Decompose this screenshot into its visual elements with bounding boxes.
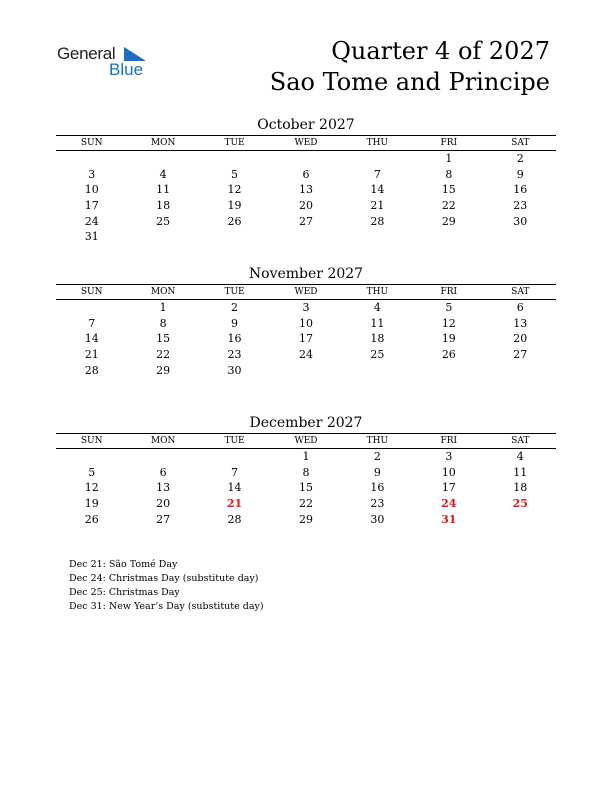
day-cell: 29 [441,214,456,228]
day-cell: 3 [445,450,453,464]
day-cell: 13 [513,316,528,330]
weekday-sun: SUN [56,434,127,449]
empty-day-cell [413,229,484,245]
empty-day-cell [199,449,270,465]
day-cell: 30 [513,214,528,228]
day-cell: 25 [156,214,171,228]
triangle-logo-icon [124,47,146,61]
weekday-sat: SAT [485,136,556,151]
weekday-wed: WED [270,136,341,151]
day-cell: 24 [84,214,99,228]
holiday-item: Dec 31: New Year’s Day (substitute day) [69,601,264,612]
day-cell: 5 [88,465,96,479]
day-cell: 21 [84,348,99,362]
day-cell: 11 [513,465,528,479]
day-cell: 15 [441,183,456,197]
weekday-header [56,434,556,449]
day-cell: 19 [227,199,242,213]
empty-day-cell [270,151,341,167]
day-cell: 20 [298,199,313,213]
empty-day-cell [127,449,198,465]
day-cell: 2 [516,152,524,166]
day-cell: 18 [513,481,528,495]
day-cell: 8 [445,167,453,181]
month-october [56,115,556,245]
day-cell: 17 [84,199,99,213]
day-cell: 10 [298,316,313,330]
day-cell: 4 [159,167,167,181]
day-cell: 10 [84,183,99,197]
week-row [56,465,556,481]
day-cell: 7 [88,316,96,330]
day-cell: 12 [227,183,242,197]
day-cell: 19 [441,332,456,346]
day-cell: 11 [156,183,171,197]
day-cell: 1 [302,450,310,464]
day-cell: 9 [373,465,381,479]
empty-day-cell [56,300,127,316]
day-cell: 28 [84,363,99,377]
empty-day-cell [342,229,413,245]
weekday-sat: SAT [485,285,556,300]
week-row [56,182,556,198]
empty-day-cell [199,229,270,245]
brand-name-general: General [57,44,116,63]
day-cell: 23 [370,497,385,511]
page-subtitle: Sao Tome and Principe [269,68,550,96]
day-cell: 16 [227,332,242,346]
day-cell: 26 [84,512,99,526]
day-cell: 26 [227,214,242,228]
day-cell: 23 [513,199,528,213]
day-cell: 14 [227,481,242,495]
week-row [56,198,556,214]
day-cell: 9 [231,316,239,330]
day-cell: 13 [298,183,313,197]
day-cell: 26 [441,348,456,362]
weekday-wed: WED [270,434,341,449]
day-cell: 6 [516,301,524,315]
day-cell: 27 [298,214,313,228]
day-cell: 8 [302,465,310,479]
day-cell: 6 [159,465,167,479]
month-november [56,264,556,378]
holiday-item: Dec 21: São Tomé Day [69,559,178,570]
holiday-list [69,558,264,614]
day-cell: 23 [227,348,242,362]
week-row [56,480,556,496]
day-cell: 25 [512,497,528,511]
day-cell: 21 [226,497,243,511]
day-cell: 25 [370,348,385,362]
day-cell: 9 [516,167,524,181]
weekday-thu: THU [342,285,413,300]
day-cell: 2 [231,301,239,315]
day-cell: 5 [231,167,239,181]
weekday-sat: SAT [485,434,556,449]
week-row [56,496,556,512]
day-cell: 8 [159,316,167,330]
day-cell: 27 [513,348,528,362]
day-cell: 11 [370,316,385,330]
day-cell: 15 [156,332,171,346]
weekday-fri: FRI [413,285,484,300]
brand-logo [57,44,157,80]
week-row [56,347,556,363]
day-cell: 29 [156,363,171,377]
day-cell: 24 [441,497,457,511]
weekday-fri: FRI [413,136,484,151]
empty-day-cell [127,151,198,167]
empty-day-cell [413,362,484,378]
day-cell: 14 [84,332,99,346]
day-cell: 3 [88,167,96,181]
month-title: October 2027 [257,117,355,133]
weekday-tue: TUE [199,434,270,449]
month-title: November 2027 [248,266,364,282]
day-cell: 7 [373,167,381,181]
day-cell: 2 [373,450,381,464]
week-row [56,331,556,347]
week-row [56,151,556,167]
weekday-mon: MON [127,136,198,151]
day-cell: 18 [156,199,171,213]
day-cell: 20 [156,497,171,511]
day-cell: 5 [445,301,453,315]
calendar-grid [56,284,556,378]
week-row [56,300,556,316]
day-cell: 22 [156,348,171,362]
week-row [56,229,556,245]
day-cell: 15 [298,481,313,495]
day-cell: 30 [370,512,385,526]
weekday-header [56,136,556,151]
empty-day-cell [270,229,341,245]
day-cell: 6 [302,167,310,181]
week-row [56,167,556,183]
empty-day-cell [485,362,556,378]
calendar-grid [56,433,556,527]
day-cell: 16 [370,481,385,495]
week-row [56,449,556,465]
day-cell: 7 [231,465,239,479]
day-cell: 31 [441,512,457,526]
day-cell: 17 [298,332,313,346]
day-cell: 13 [156,481,171,495]
empty-day-cell [485,511,556,527]
day-cell: 4 [373,301,381,315]
week-row [56,362,556,378]
week-row [56,511,556,527]
weekday-sun: SUN [56,136,127,151]
day-cell: 10 [441,465,456,479]
empty-day-cell [342,362,413,378]
day-cell: 18 [370,332,385,346]
day-cell: 28 [370,214,385,228]
day-cell: 4 [516,450,524,464]
holiday-item: Dec 25: Christmas Day [69,587,180,598]
weekday-tue: TUE [199,285,270,300]
day-cell: 12 [84,481,99,495]
day-cell: 1 [159,301,167,315]
weekday-thu: THU [342,434,413,449]
weekday-thu: THU [342,136,413,151]
day-cell: 21 [370,199,385,213]
weekday-header [56,285,556,300]
month-title: December 2027 [249,415,363,431]
empty-day-cell [342,151,413,167]
week-row [56,213,556,229]
weekday-fri: FRI [413,434,484,449]
day-cell: 27 [156,512,171,526]
day-cell: 3 [302,301,310,315]
page-title: Quarter 4 of 2027 [331,37,550,65]
weekday-wed: WED [270,285,341,300]
weekday-tue: TUE [199,136,270,151]
empty-day-cell [485,229,556,245]
day-cell: 14 [370,183,385,197]
empty-day-cell [56,151,127,167]
month-december [56,413,556,527]
week-row [56,316,556,332]
day-cell: 22 [298,497,313,511]
day-cell: 31 [84,230,99,244]
empty-day-cell [127,229,198,245]
day-cell: 19 [84,497,99,511]
day-cell: 22 [441,199,456,213]
brand-name-blue: Blue [109,60,144,79]
weekday-mon: MON [127,434,198,449]
day-cell: 1 [445,152,453,166]
day-cell: 30 [227,363,242,377]
empty-day-cell [56,449,127,465]
weekday-mon: MON [127,285,198,300]
day-cell: 17 [441,481,456,495]
day-cell: 28 [227,512,242,526]
day-cell: 29 [298,512,313,526]
weekday-sun: SUN [56,285,127,300]
empty-day-cell [270,362,341,378]
day-cell: 20 [513,332,528,346]
calendar-grid [56,135,556,245]
day-cell: 24 [298,348,313,362]
holiday-item: Dec 24: Christmas Day (substitute day) [69,573,259,584]
empty-day-cell [199,151,270,167]
day-cell: 16 [513,183,528,197]
day-cell: 12 [441,316,456,330]
